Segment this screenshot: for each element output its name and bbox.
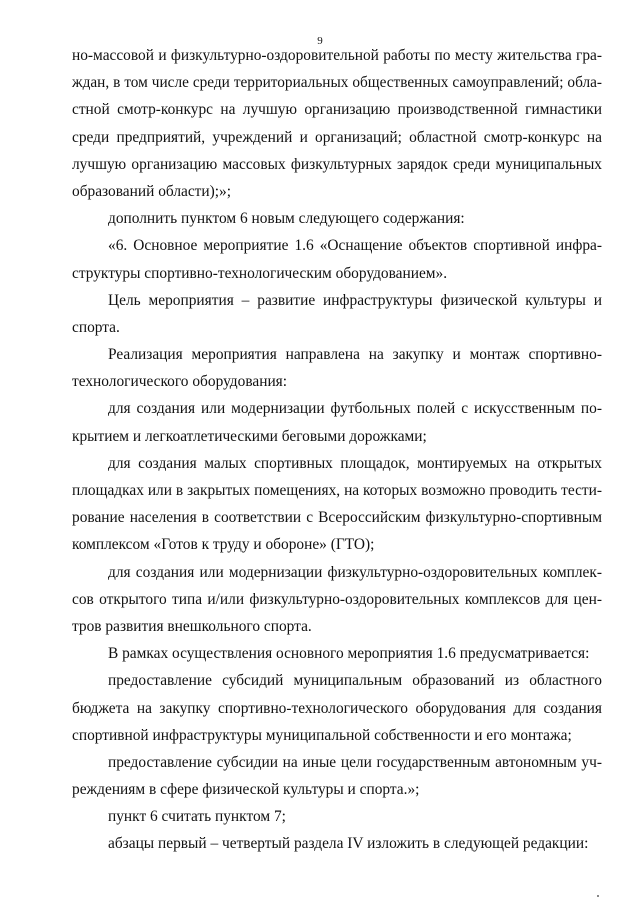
text-line: предоставление субсидии на иные цели государственным автономным уч- — [108, 753, 602, 771]
text-line: образований области);»; — [72, 182, 232, 200]
text-line: для создания или модернизации футбольных полей с искусственным по- — [108, 400, 602, 418]
scan-artifact — [597, 895, 599, 897]
text-line: площадках или в закрытых помещениях, на которых возможно проводить тести- — [72, 482, 602, 499]
paragraph — [72, 830, 602, 857]
text-line: комплексом «Готов к труду и обороне» (ГТО); — [72, 536, 375, 554]
text-line: «6. Основное мероприятие 1.6 «Оснащение объектов спортивной инфра- — [108, 237, 602, 255]
text-line: технологического оборудования: — [72, 373, 288, 391]
text-line: предоставление субсидий муниципальным образований из областного — [108, 672, 602, 690]
text-line: но-массовой и физкультурно-оздоровительной работы по месту жительства гра- — [72, 47, 602, 64]
page-number: 9 — [317, 35, 323, 47]
text-line: Цель мероприятия – развитие инфраструктуры физической культуры и — [108, 291, 602, 309]
paragraph — [72, 559, 602, 641]
text-line: структуры спортивно-технологическим оборудованием». — [72, 264, 448, 282]
paragraph — [72, 803, 602, 830]
text-line: рование населения в соответствии с Всероссийским физкультурно-спортивным — [72, 509, 602, 527]
text-line: В рамках осуществления основного мероприятия 1.6 предусматривается: — [108, 645, 590, 663]
text-line: дополнить пунктом 6 новым следующего содержания: — [108, 210, 465, 228]
paragraph — [72, 749, 602, 803]
text-line: тров развития внешкольного спорта. — [72, 617, 312, 635]
text-line: лучшую организацию массовых физкультурных зарядок среди муниципальных — [72, 155, 602, 173]
paragraph — [72, 205, 602, 232]
text-line: пункт 6 считать пунктом 7; — [108, 808, 286, 826]
text-line: стной смотр-конкурс на лучшую организацию производственной гимнастики — [72, 101, 602, 119]
paragraph — [72, 640, 602, 667]
text-line: бюджета на закупку спортивно-технологического оборудования для создания — [72, 699, 602, 717]
text-line: Реализация мероприятия направлена на закупку и монтаж спортивно- — [108, 346, 602, 364]
text-line: для создания или модернизации физкультурно-оздоровительных комплек- — [108, 563, 602, 581]
paragraph — [72, 395, 602, 449]
text-line: сов открытого типа и/или физкультурно-оздоровительных комплексов для цен- — [72, 590, 602, 608]
text-line: для создания малых спортивных площадок, монтируемых на открытых — [108, 454, 602, 472]
paragraph — [72, 341, 602, 395]
text-line: абзацы первый – четвертый раздела IV изложить в следующей редакции: — [108, 835, 589, 853]
text-line: крытием и легкоатлетическими беговыми дорожками; — [72, 427, 427, 445]
text-line: среди предприятий, учреждений и организаций; областной смотр-конкурс на — [72, 128, 602, 146]
paragraph — [72, 287, 602, 341]
document-body — [72, 42, 602, 858]
paragraph — [72, 42, 602, 205]
paragraph — [72, 232, 602, 286]
text-line: реждениям в сфере физической культуры и спорта.»; — [72, 781, 420, 799]
text-line: ждан, в том числе среди территориальных общественных самоуправлений; обла- — [72, 74, 602, 92]
text-line: спорта. — [72, 318, 120, 336]
text-line: спортивной инфраструктуры муниципальной собственности и его монтажа; — [72, 726, 572, 744]
paragraph — [72, 450, 602, 559]
paragraph — [72, 667, 602, 749]
